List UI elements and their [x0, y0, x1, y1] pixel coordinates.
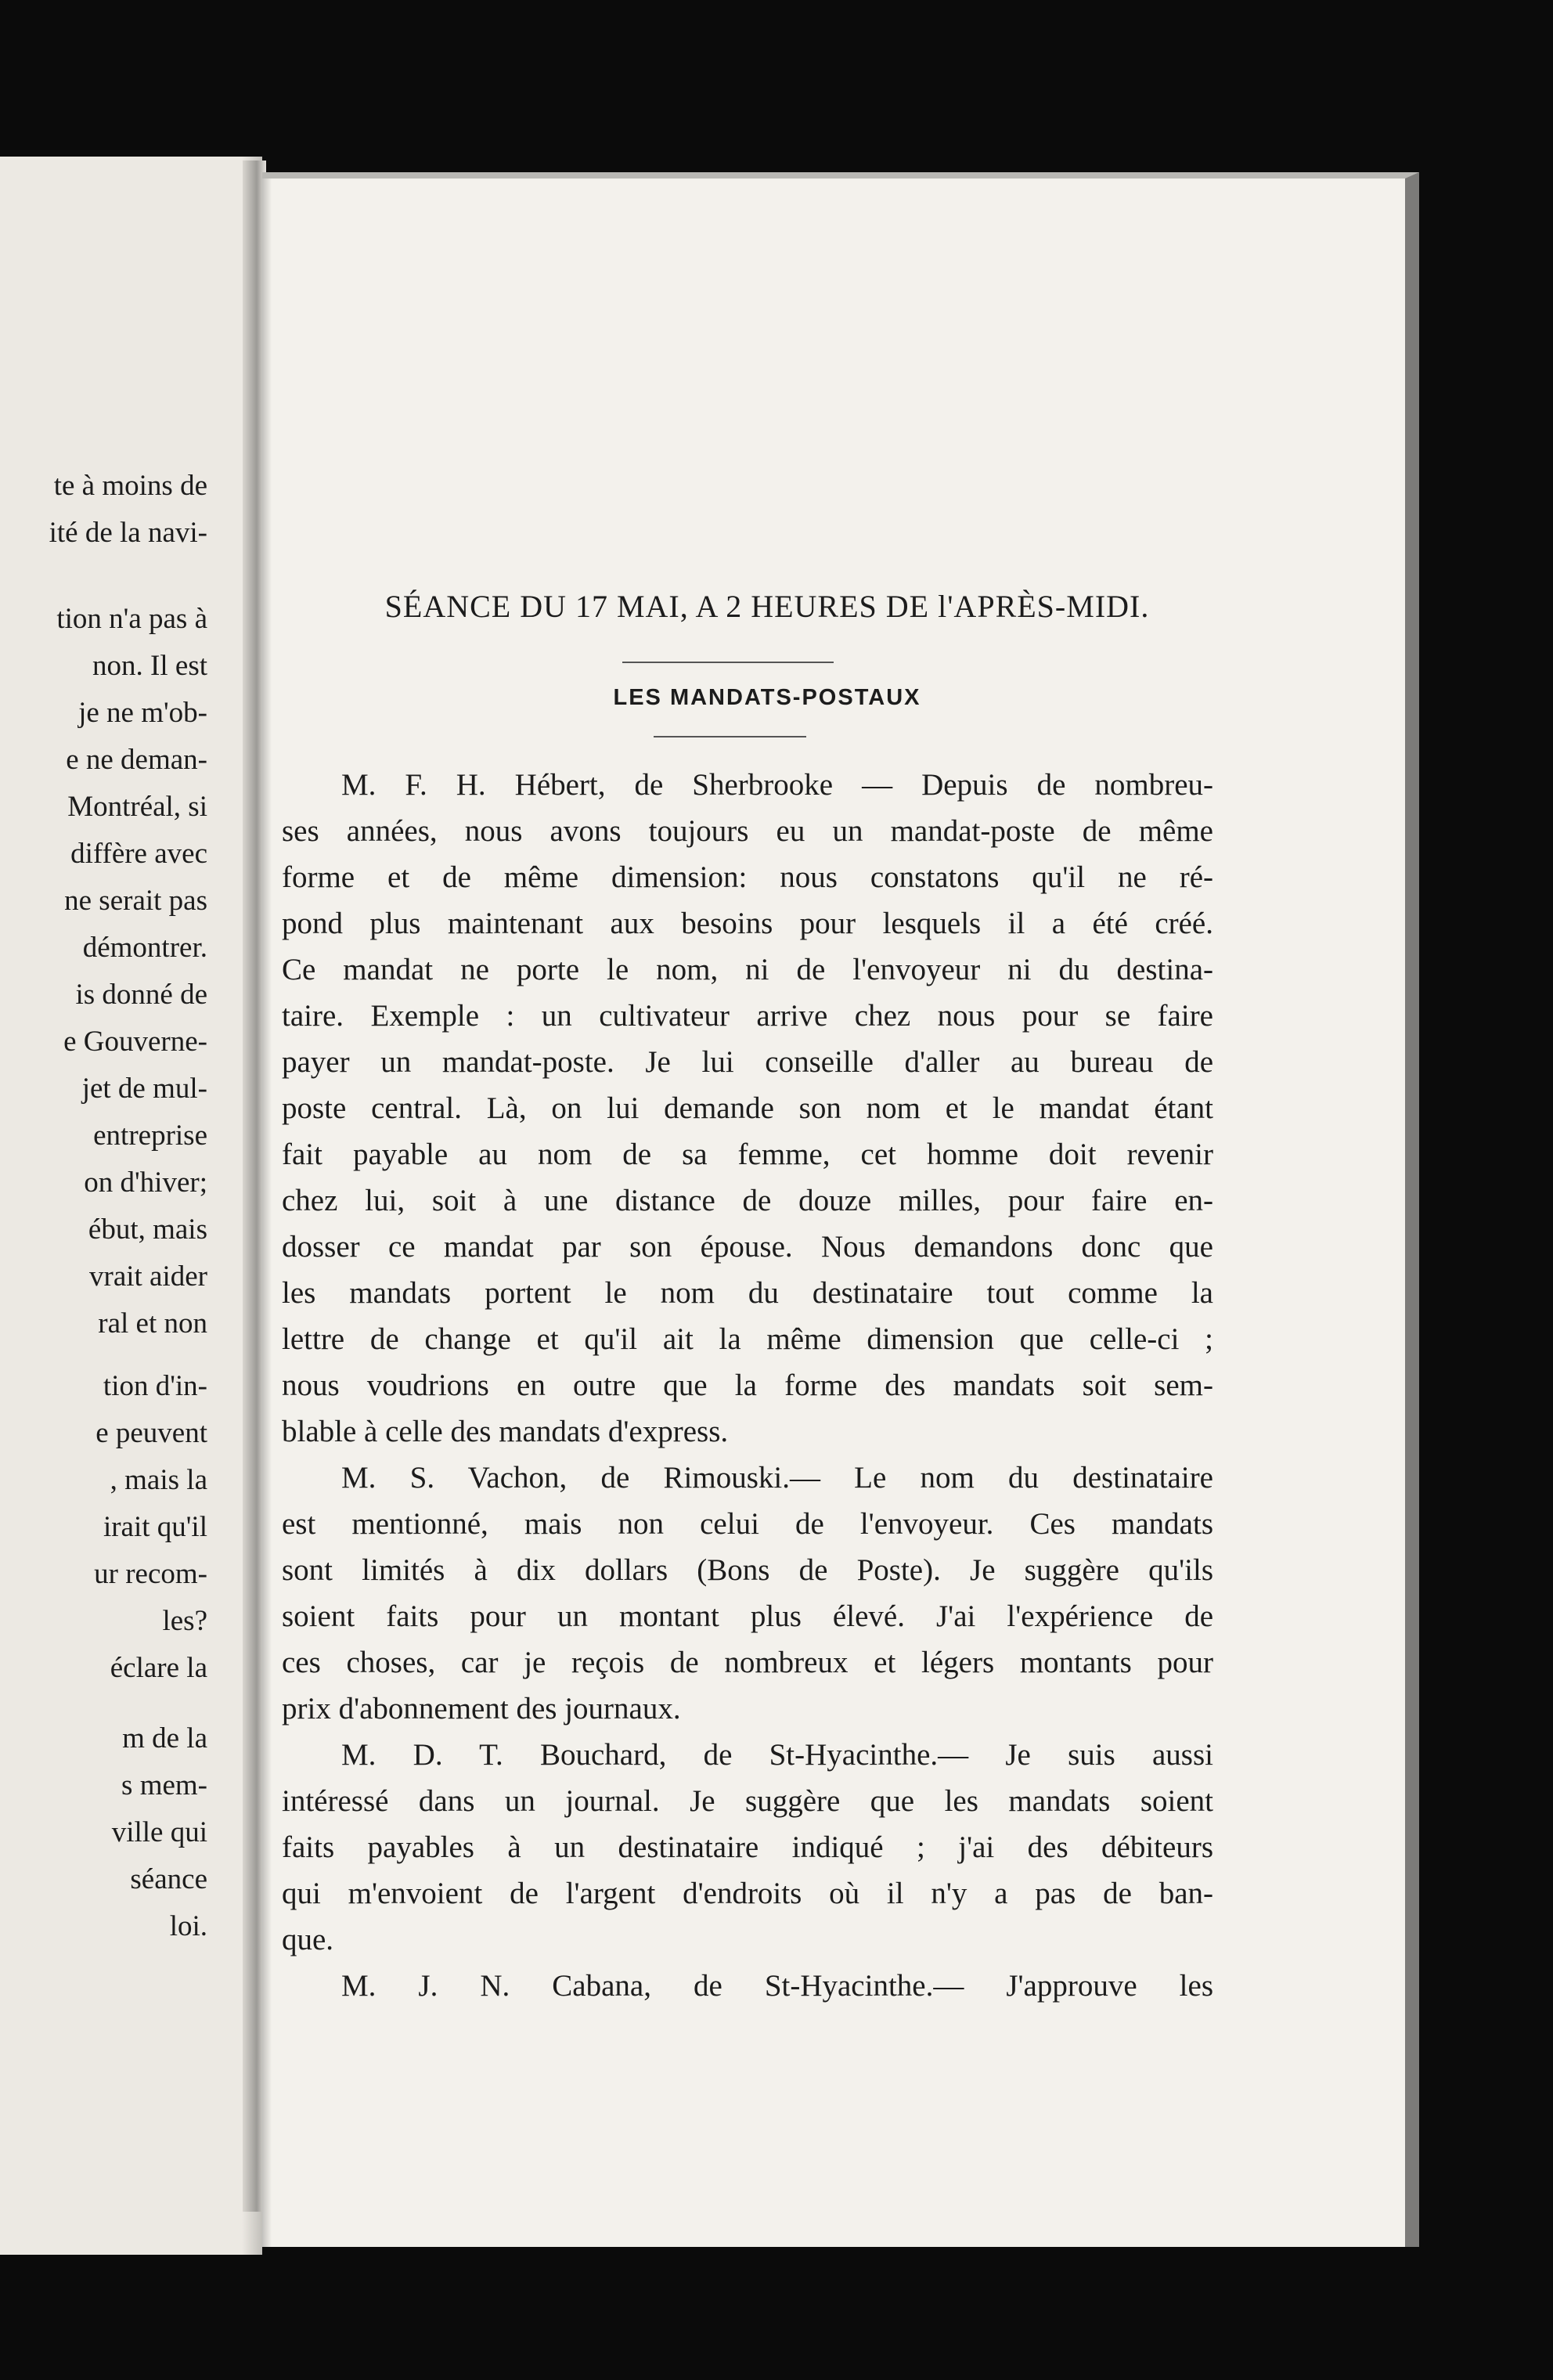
- left-page-line: tion n'a pas à: [56, 603, 207, 635]
- body-text: [282, 762, 1213, 2009]
- paragraph-line: M. J. N. Cabana, de St-Hyacinthe.— J'approuve les: [341, 1969, 1213, 2003]
- left-page-line: s mem-: [121, 1769, 207, 1801]
- left-page-line: on d'hiver;: [84, 1167, 207, 1199]
- paragraph-line: taire. Exemple : un cultivateur arrive chez nous pour se faire: [282, 999, 1213, 1033]
- paragraph-line: est mentionné, mais non celui de l'envoyeur. Ces mandats: [282, 1507, 1213, 1541]
- paragraph-line: soient faits pour un montant plus élevé. J'ai l'expérience de: [282, 1599, 1213, 1633]
- heading-divider: [654, 736, 806, 737]
- paragraph-line: fait payable au nom de sa femme, cet homme doit revenir: [282, 1138, 1213, 1171]
- paragraph-line: M. D. T. Bouchard, de St-Hyacinthe.— Je suis aussi: [341, 1738, 1213, 1772]
- left-page-line: non. Il est: [92, 650, 207, 682]
- paragraph-line: ces choses, car je reçois de nombreux et légers montants pour: [282, 1646, 1213, 1679]
- paragraph-line: sont limités à dix dollars (Bons de Poste). Je suggère qu'ils: [282, 1553, 1213, 1587]
- paragraph-line: payer un mandat-poste. Je lui conseille d'aller au bureau de: [282, 1045, 1213, 1079]
- paragraph-line: intéressé dans un journal. Je suggère que les mandats soient: [282, 1784, 1213, 1818]
- paragraph-line: chez lui, soit à une distance de douze milles, pour faire en-: [282, 1184, 1213, 1217]
- left-page-line: ébut, mais: [88, 1213, 207, 1246]
- left-page-line: loi.: [169, 1910, 207, 1942]
- left-page: [0, 157, 262, 2255]
- left-page-line: séance: [130, 1863, 207, 1895]
- paragraph-line: faits payables à un destinataire indiqué ; j'ai des débiteurs: [282, 1830, 1213, 1864]
- left-page-line: e Gouverne-: [63, 1026, 207, 1058]
- left-page-line: irait qu'il: [103, 1511, 207, 1543]
- paragraph-line: qui m'envoient de l'argent d'endroits où il n'y a pas de ban-: [282, 1877, 1213, 1910]
- left-page-line: tion d'in-: [103, 1370, 207, 1402]
- left-page-line: ur recom-: [94, 1558, 207, 1590]
- left-page-line: démontrer.: [82, 932, 207, 964]
- right-page: [262, 172, 1419, 2247]
- paragraph-line: M. S. Vachon, de Rimouski.— Le nom du destinataire: [341, 1461, 1213, 1495]
- session-title: SÉANCE DU 17 MAI, A 2 HEURES DE l'APRÈS-MIDI.: [384, 589, 1150, 624]
- left-page-line: vrait aider: [89, 1260, 207, 1293]
- left-page-line: jet de mul-: [81, 1073, 207, 1105]
- left-page-line: ral et non: [98, 1307, 207, 1340]
- paragraph-line: M. F. H. Hébert, de Sherbrooke — Depuis de nombreu-: [341, 768, 1213, 802]
- paragraph-line: forme et de même dimension: nous constatons qu'il ne ré-: [282, 860, 1213, 894]
- paragraph-line: lettre de change et qu'il ait la même dimension que celle-ci ;: [282, 1322, 1213, 1356]
- left-page-line: e peuvent: [95, 1417, 207, 1449]
- left-page-line: entreprise: [93, 1120, 207, 1152]
- paragraph-line: nous voudrions en outre que la forme des mandats soit sem-: [282, 1368, 1213, 1402]
- paragraph-line: prix d'abonnement des journaux.: [282, 1692, 681, 1726]
- paragraph-line: que.: [282, 1923, 334, 1956]
- paragraph-line: ses années, nous avons toujours eu un mandat-poste de même: [282, 814, 1213, 848]
- paragraph-line: les mandats portent le nom du destinataire tout comme la: [282, 1276, 1213, 1310]
- paragraph-line: pond plus maintenant aux besoins pour lesquels il a été créé.: [282, 907, 1213, 940]
- left-page-line: te à moins de: [53, 470, 207, 502]
- left-page-line: m de la: [122, 1722, 207, 1754]
- left-page-line: éclare la: [110, 1652, 207, 1684]
- left-page-line: ville qui: [111, 1816, 207, 1848]
- section-heading: LES MANDATS-POSTAUX: [613, 685, 921, 710]
- left-page-line: ité de la navi-: [49, 517, 207, 549]
- paragraph-line: dosser ce mandat par son épouse. Nous demandons donc que: [282, 1230, 1213, 1264]
- left-page-line: e ne deman-: [66, 744, 207, 776]
- left-page-line: diffère avec: [70, 838, 207, 870]
- paragraph-line: poste central. Là, on lui demande son nom et le mandat étant: [282, 1091, 1213, 1125]
- paragraph-line: blable à celle des mandats d'express.: [282, 1415, 729, 1448]
- left-page-line: Montréal, si: [67, 791, 207, 823]
- title-divider: [622, 662, 834, 663]
- left-page-line: , mais la: [110, 1464, 207, 1496]
- left-page-line: ne serait pas: [64, 885, 207, 917]
- paragraph-line: Ce mandat ne porte le nom, ni de l'envoyeur ni du destina-: [282, 953, 1213, 986]
- left-page-line: les?: [162, 1605, 207, 1637]
- left-page-line: je ne m'ob-: [78, 697, 207, 729]
- left-page-line: is donné de: [75, 979, 207, 1011]
